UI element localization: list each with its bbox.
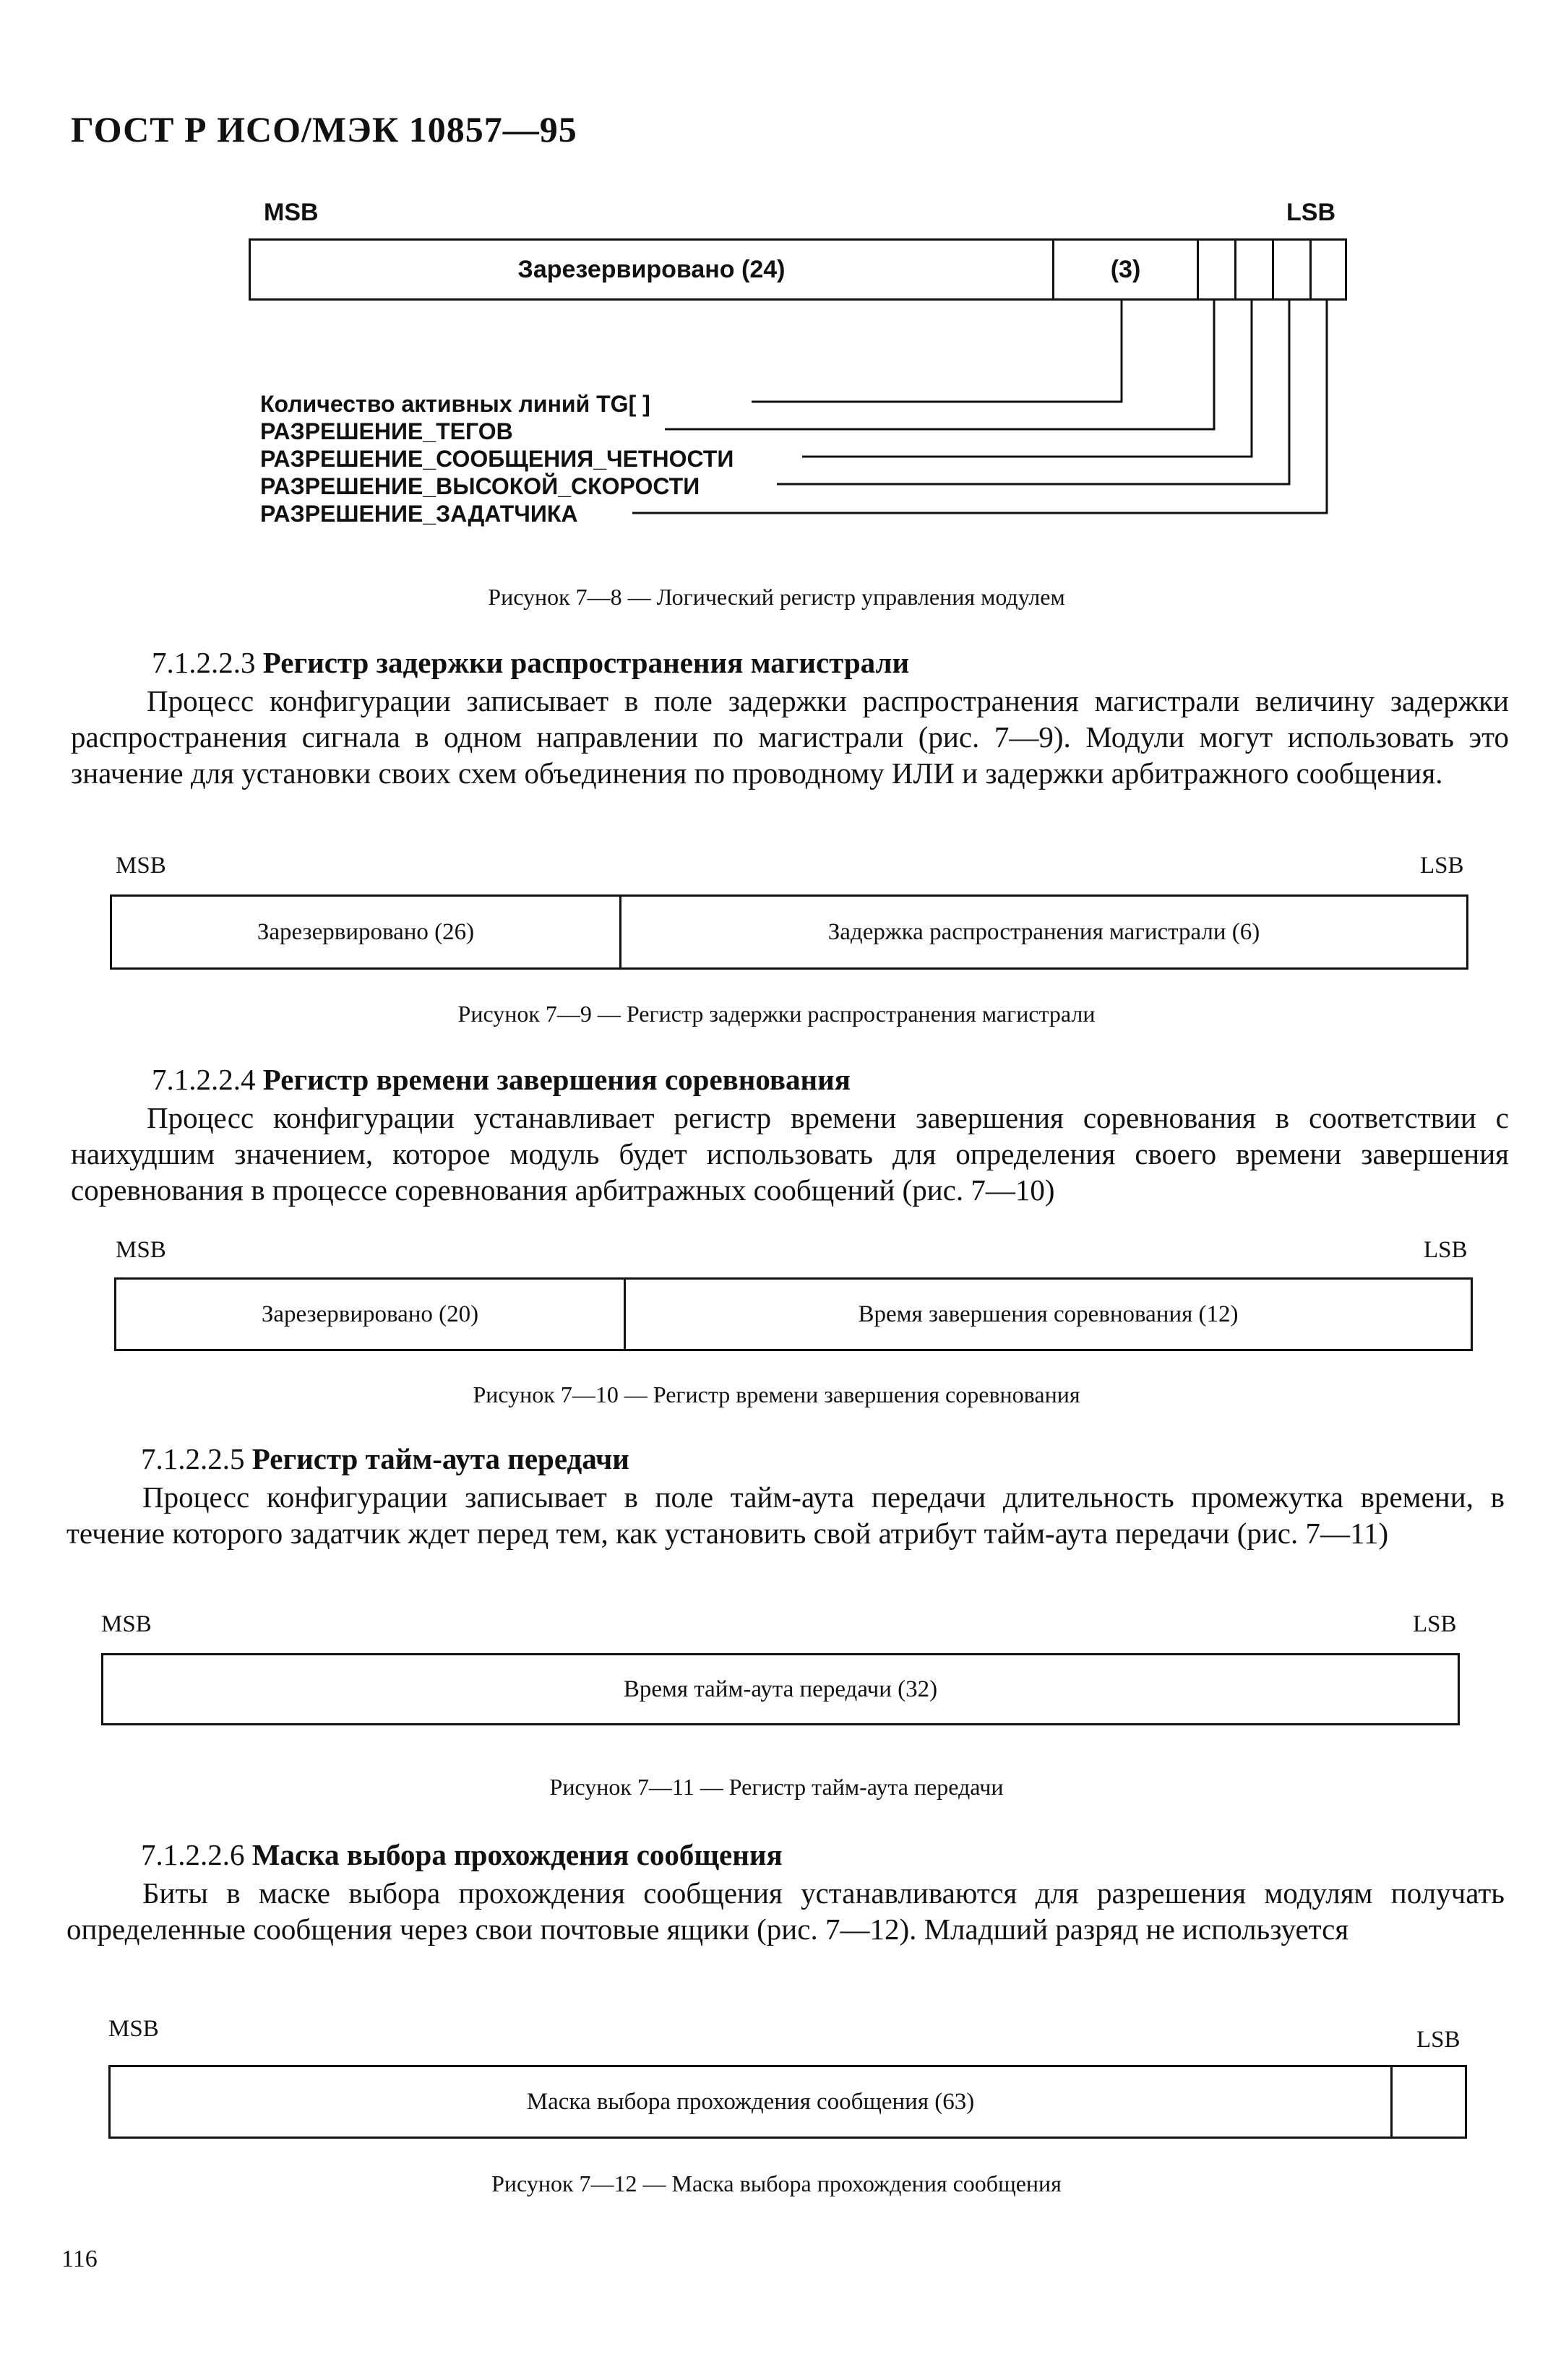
fig-7-9-caption: Рисунок 7—9 — Регистр задержки распространения магистрали xyxy=(457,1001,1096,1027)
fig-7-12-lsb-label: LSB xyxy=(1416,2027,1460,2053)
fig-7-9-reserved-field: Зарезервировано (26) xyxy=(112,897,621,967)
section-number: 7.1.2.2.6 xyxy=(141,1838,245,1871)
fig-7-8-count-field: (3) xyxy=(1054,241,1199,298)
section-7-1-2-2-5-heading xyxy=(141,1441,629,1476)
fig-7-10-reserved-field: Зарезервировано (20) xyxy=(116,1280,626,1349)
section-number: 7.1.2.2.4 xyxy=(152,1063,256,1096)
fig-7-8-lsb-label: LSB xyxy=(1286,199,1335,226)
section-number: 7.1.2.2.5 xyxy=(141,1442,245,1475)
section-title: Маска выбора прохождения сообщения xyxy=(251,1838,783,1871)
fig-7-12-unused-bit-cell xyxy=(1393,2067,1465,2137)
fig-7-12-msb-label: MSB xyxy=(108,2016,159,2042)
fig-7-11-lsb-label: LSB xyxy=(1413,1611,1457,1637)
fig-7-10-completion-field: Время завершения соревнования (12) xyxy=(858,1301,1239,1327)
section-title: Регистр задержки распространения магистрали xyxy=(262,646,910,679)
section-7-1-2-2-4-text: Процесс конфигурации устанавливает регистр времени завершения соревнования в соответствии с наихудшим значением, которое модуль будет использовать для определения своего времени завершения соревнования в процессе соревнования арбитражных сообщений (рис. 7—10) xyxy=(71,1101,1509,1207)
fig-7-10-caption: Рисунок 7—10 — Регистр времени завершения соревнования xyxy=(473,1381,1080,1407)
fig-7-8-label-active-lines: Количество активных линий TG[ ] xyxy=(260,391,650,417)
section-7-1-2-2-6-text: Биты в маске выбора прохождения сообщения устанавливаются для разрешения модулям получать определенные сообщения через свои почтовые ящики (рис. 7—12). Младший разряд не используется xyxy=(66,1876,1505,1946)
fig-7-10-msb-label: MSB xyxy=(116,1237,166,1263)
section-7-1-2-2-3-heading xyxy=(152,645,909,680)
fig-7-9-delay-field: Задержка распространения магистрали (6) xyxy=(827,918,1260,945)
fig-7-8-label-master-enable: РАЗРЕШЕНИЕ_ЗАДАТЧИКА xyxy=(260,501,578,527)
page-number: 116 xyxy=(61,2246,98,2272)
fig-7-8-msb-label: MSB xyxy=(264,199,319,226)
fig-7-11-register xyxy=(101,1653,1460,1725)
section-7-1-2-2-6-heading xyxy=(141,1837,783,1872)
fig-7-12-register xyxy=(108,2065,1467,2139)
fig-7-10-register xyxy=(114,1277,1473,1351)
fig-7-8-caption: Рисунок 7—8 — Логический регистр управления модулем xyxy=(488,584,1065,610)
fig-7-9-msb-label: MSB xyxy=(116,853,166,879)
fig-7-11-timeout-field: Время тайм-аута передачи (32) xyxy=(623,1676,938,1702)
fig-7-8-label-high-speed-enable: РАЗРЕШЕНИЕ_ВЫСОКОЙ_СКОРОСТИ xyxy=(260,473,700,499)
fig-7-12-caption: Рисунок 7—12 — Маска выбора прохождения сообщения xyxy=(491,2170,1062,2196)
section-number: 7.1.2.2.3 xyxy=(152,646,256,679)
fig-7-8-label-parity-enable: РАЗРЕШЕНИЕ_СООБЩЕНИЯ_ЧЕТНОСТИ xyxy=(260,446,734,472)
fig-7-10-lsb-label: LSB xyxy=(1424,1237,1468,1263)
section-7-1-2-2-5-text: Процесс конфигурации записывает в поле тайм-аута передачи длительность промежутка времени, в течение которого задатчик ждет перед тем, как установить свой атрибут тайм-аута передачи (рис. 7—11) xyxy=(66,1480,1505,1550)
fig-7-11-caption: Рисунок 7—11 — Регистр тайм-аута передачи xyxy=(549,1774,1004,1800)
fig-7-11-msb-label: MSB xyxy=(101,1611,152,1637)
section-7-1-2-2-3-text: Процесс конфигурации записывает в поле задержки распространения магистрали величину задержки распространения сигнала в одном направлении по магистрали (рис. 7—9). Модули могут использовать это значение для установки своих схем объединения по проводному ИЛИ и задержки арбитражного сообщения. xyxy=(71,684,1509,790)
section-7-1-2-2-4-heading xyxy=(152,1062,851,1097)
section-title: Регистр тайм-аута передачи xyxy=(251,1442,629,1475)
document-header: ГОСТ Р ИСО/МЭК 10857—95 xyxy=(71,109,577,150)
fig-7-8-label-tags-enable: РАЗРЕШЕНИЕ_ТЕГОВ xyxy=(260,418,513,444)
section-title: Регистр времени завершения соревнования xyxy=(262,1063,851,1096)
fig-7-8-connectors xyxy=(0,0,1553,578)
fig-7-9-lsb-label: LSB xyxy=(1420,853,1464,879)
fig-7-9-register xyxy=(110,894,1468,970)
fig-7-8-reserved-field: Зарезервировано (24) xyxy=(251,241,1054,298)
fig-7-12-mask-field: Маска выбора прохождения сообщения (63) xyxy=(111,2067,1393,2137)
